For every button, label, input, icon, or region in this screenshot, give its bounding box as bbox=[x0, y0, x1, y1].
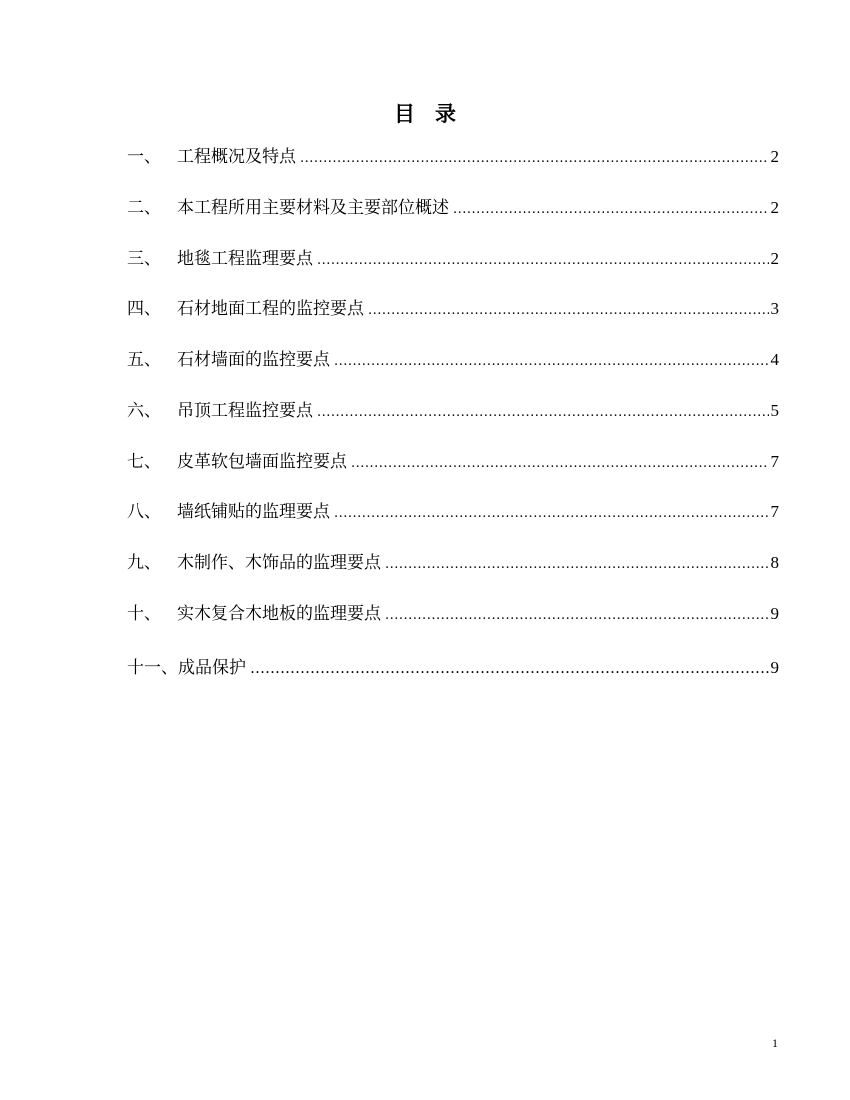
toc-entry-2[interactable] bbox=[127, 195, 779, 221]
toc-entry-number: 七、 bbox=[127, 452, 161, 472]
toc-dot-leader bbox=[385, 552, 769, 576]
toc-entry-title: 墙纸铺贴的监理要点 bbox=[177, 502, 330, 522]
toc-entry-page: 5 bbox=[770, 401, 779, 420]
toc-entry-5[interactable] bbox=[127, 347, 779, 373]
toc-entry-4[interactable] bbox=[127, 296, 779, 322]
toc-dot-leader bbox=[317, 400, 769, 424]
toc-entry-6[interactable] bbox=[127, 398, 779, 424]
page-title-part1: 目 bbox=[394, 101, 415, 126]
toc-entry-number: 九、 bbox=[127, 553, 161, 573]
toc-entry-page: 2 bbox=[770, 198, 779, 217]
toc-entry-number: 六、 bbox=[127, 401, 161, 421]
toc-entry-title: 成品保护 bbox=[178, 658, 246, 678]
toc-dot-leader bbox=[334, 501, 769, 525]
toc-dot-leader bbox=[351, 451, 769, 475]
toc-entry-title: 石材地面工程的监控要点 bbox=[177, 299, 364, 319]
toc-entry-title: 工程概况及特点 bbox=[177, 147, 296, 167]
page-title-part2: 录 bbox=[435, 101, 456, 126]
toc-entry-3[interactable] bbox=[127, 246, 779, 272]
toc-entry-9[interactable] bbox=[127, 550, 779, 576]
toc-entry-number: 五、 bbox=[127, 350, 161, 370]
toc-entry-page: 7 bbox=[770, 502, 779, 521]
page-number: 1 bbox=[772, 1036, 778, 1050]
toc-entry-8[interactable] bbox=[127, 499, 779, 525]
toc-dot-leader bbox=[317, 248, 769, 272]
toc-entry-10[interactable] bbox=[127, 601, 779, 627]
toc-entry-number: 二、 bbox=[127, 198, 161, 218]
toc-entry-page: 9 bbox=[770, 658, 779, 677]
toc-entry-title: 石材墙面的监控要点 bbox=[177, 350, 330, 370]
toc-entry-1[interactable] bbox=[127, 144, 779, 170]
toc-entry-number: 一、 bbox=[127, 147, 161, 167]
toc-entry-page: 8 bbox=[770, 553, 779, 572]
toc-entry-page: 2 bbox=[770, 249, 779, 268]
toc-entry-number: 三、 bbox=[127, 249, 161, 269]
toc-entry-7[interactable] bbox=[127, 449, 779, 475]
toc-entry-page: 3 bbox=[770, 299, 779, 318]
toc-entry-number: 八、 bbox=[127, 502, 161, 522]
toc-dot-leader bbox=[250, 655, 769, 681]
toc-entry-title: 吊顶工程监控要点 bbox=[177, 401, 313, 421]
toc-entry-title: 地毯工程监理要点 bbox=[177, 249, 313, 269]
toc-entry-title: 木制作、木饰品的监理要点 bbox=[177, 553, 381, 573]
toc-entry-number: 十一、 bbox=[127, 658, 178, 678]
toc-entry-11[interactable] bbox=[127, 655, 779, 681]
toc-entry-page: 9 bbox=[770, 604, 779, 623]
toc-dot-leader bbox=[368, 298, 769, 322]
toc-dot-leader bbox=[385, 603, 769, 627]
toc-entry-page: 7 bbox=[770, 452, 779, 471]
page-title bbox=[0, 100, 850, 128]
toc-entry-page: 2 bbox=[770, 147, 779, 166]
toc-entry-page: 4 bbox=[770, 350, 779, 369]
toc-entry-number: 四、 bbox=[127, 299, 161, 319]
toc-entry-title: 实木复合木地板的监理要点 bbox=[177, 604, 381, 624]
toc-dot-leader bbox=[300, 146, 769, 170]
toc-dot-leader bbox=[334, 349, 769, 373]
toc-entry-number: 十、 bbox=[127, 604, 161, 624]
toc-dot-leader bbox=[453, 197, 769, 221]
toc-entry-title: 皮革软包墙面监控要点 bbox=[177, 452, 347, 472]
toc-entry-title: 本工程所用主要材料及主要部位概述 bbox=[177, 198, 449, 218]
